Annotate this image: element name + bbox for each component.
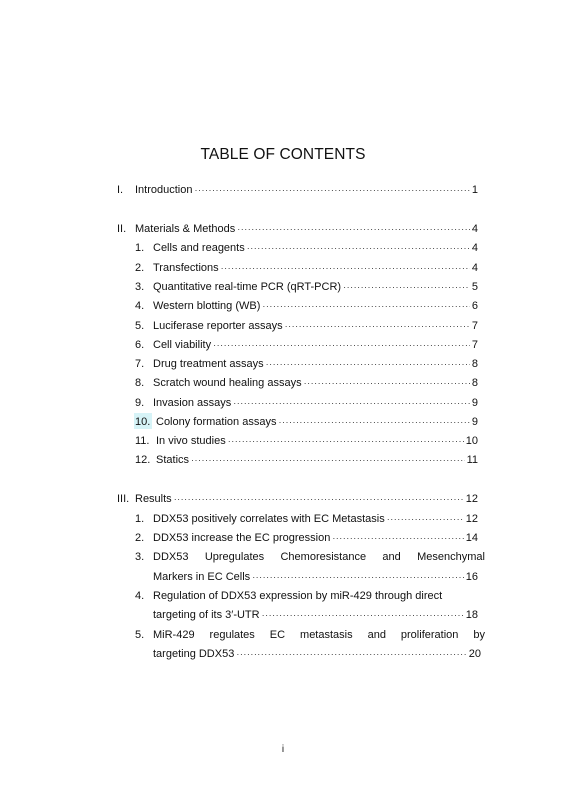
word: regulates [209,629,255,641]
word: by [473,629,485,641]
toc-entry-cell-viability[interactable] [153,338,478,353]
dot-leader [174,492,464,507]
dot-leader [247,241,470,256]
toc-entry-label: DDX53 increase the EC progression [153,532,331,544]
item-number: 2. [135,262,145,274]
toc-entry-label: Markers in EC Cells [153,571,251,583]
toc-entry-page: 4 [471,262,478,274]
item-number: 9. [135,397,145,409]
word: Upregulates [204,551,265,563]
toc-entry-page: 5 [471,281,478,293]
toc-entry-label: Results [135,493,172,505]
toc-entry-label: Luciferase reporter assays [153,320,283,332]
item-number: 4. [135,300,145,312]
toc-entry-label: In vivo studies [156,435,226,447]
dot-leader [237,222,470,237]
toc-entry-luciferase[interactable] [153,319,478,334]
toc-entry-qrt-pcr[interactable] [153,280,478,295]
toc-entry-label: Colony formation assays [156,416,277,428]
toc-entry-label: Materials & Methods [135,223,236,235]
item-number: 8. [135,377,145,389]
toc-entry-western-blotting[interactable] [153,299,478,314]
toc-entry-page: 11 [466,454,478,466]
toc-entry-statics[interactable] [156,453,478,468]
dot-leader [262,608,464,623]
item-number: 1. [135,242,145,254]
dot-leader [387,512,464,527]
dot-leader [191,453,465,468]
toc-entry-label: Drug treatment assays [153,358,264,370]
toc-entry-page: 7 [471,320,478,332]
toc-entry-ddx53-progression[interactable] [153,531,478,546]
item-number: 7. [135,358,145,370]
toc-entry-label: Western blotting (WB) [153,300,261,312]
dot-leader [266,357,470,372]
item-number: 6. [135,339,145,351]
word: proliferation [400,629,459,641]
toc-entry-page: 1 [471,184,478,196]
dot-leader [278,415,469,430]
section-number: III. [117,493,130,505]
toc-entry-label: DDX53 positively correlates with EC Metastasis [153,513,385,525]
word: and [367,629,386,641]
toc-entry-page: 18 [465,609,478,621]
toc-entry-label: Transfections [153,262,219,274]
toc-entry-colony-formation[interactable] [156,415,478,430]
toc-entry-page: 10 [465,435,478,447]
toc-entry-chemoresistance-line1[interactable] [153,550,485,565]
word: and [382,551,401,563]
toc-entry-page: 14 [465,532,478,544]
toc-entry-materials-methods[interactable] [135,222,478,237]
toc-entry-label: targeting of its 3′-UTR [153,609,260,621]
item-number: 3. [135,281,145,293]
toc-entry-label: targeting DDX53 [153,648,235,660]
dot-leader [304,376,470,391]
dot-leader [233,396,470,411]
toc-entry-introduction[interactable] [135,183,478,198]
word: MiR-429 [153,629,195,641]
dot-leader [236,647,466,662]
toc-entry-page: 16 [465,571,478,583]
toc-entry-mir429-line2[interactable] [153,647,481,662]
item-number: 10. [135,416,151,428]
dot-leader [194,183,469,198]
footer-page-number: i [281,744,285,755]
toc-entry-page: 4 [471,223,478,235]
toc-entry-page: 7 [471,339,478,351]
toc-entry-page: 4 [471,242,478,254]
toc-entry-page: 20 [468,648,481,660]
dot-leader [285,319,470,334]
toc-entry-drug-treatment[interactable] [153,357,478,372]
toc-entry-invasion[interactable] [153,396,478,411]
dot-leader [221,261,470,276]
toc-entry-ddx53-metastasis[interactable] [153,512,478,527]
toc-entry-regulation-line2[interactable] [153,608,478,623]
word: EC [269,629,286,641]
toc-entry-page: 9 [471,416,478,428]
toc-entry-scratch-wound[interactable] [153,376,478,391]
word: metastasis [300,629,353,641]
toc-entry-in-vivo[interactable] [156,434,478,449]
section-number: II. [117,223,127,235]
item-number: 4. [135,590,145,602]
item-number: 3. [135,551,145,563]
item-number: 11. [135,435,150,447]
toc-entry-page: 12 [465,493,478,505]
toc-entry-transfections[interactable] [153,261,478,276]
item-number: 1. [135,513,145,525]
dot-leader [332,531,463,546]
toc-entry-mir429-line1[interactable] [153,628,485,643]
toc-entry-label: Scratch wound healing assays [153,377,302,389]
toc-entry-label: Introduction [135,184,193,196]
word: Chemoresistance [280,551,367,563]
dot-leader [213,338,470,353]
dot-leader [228,434,464,449]
toc-entry-page: 9 [471,397,478,409]
toc-entry-page: 12 [465,513,478,525]
dot-leader [343,280,470,295]
toc-entry-regulation-line1[interactable]: Regulation of DDX53 expression by miR-429 through direct [153,590,443,602]
word: Mesenchymal [417,551,485,563]
toc-entry-label: Cells and reagents [153,242,245,254]
dot-leader [252,570,464,585]
item-number: 12. [135,454,151,466]
toc-entry-cells-reagents[interactable] [153,241,478,256]
item-number: 2. [135,532,145,544]
item-number: 5. [135,320,145,332]
toc-entry-results[interactable] [135,492,478,507]
section-number: I. [117,184,124,196]
toc-entry-page: 8 [471,377,478,389]
dot-leader [262,299,469,314]
toc-entry-label: Statics [156,454,190,466]
word: DDX53 [153,551,189,563]
page-title: TABLE OF CONTENTS [200,146,366,163]
toc-entry-chemoresistance-line2[interactable] [153,570,478,585]
item-number: 5. [135,629,145,641]
toc-entry-page: 8 [471,358,478,370]
toc-entry-label: Quantitative real-time PCR (qRT-PCR) [153,281,342,293]
toc-entry-label: Invasion assays [153,397,232,409]
toc-entry-page: 6 [471,300,478,312]
toc-entry-label: Cell viability [153,339,212,351]
